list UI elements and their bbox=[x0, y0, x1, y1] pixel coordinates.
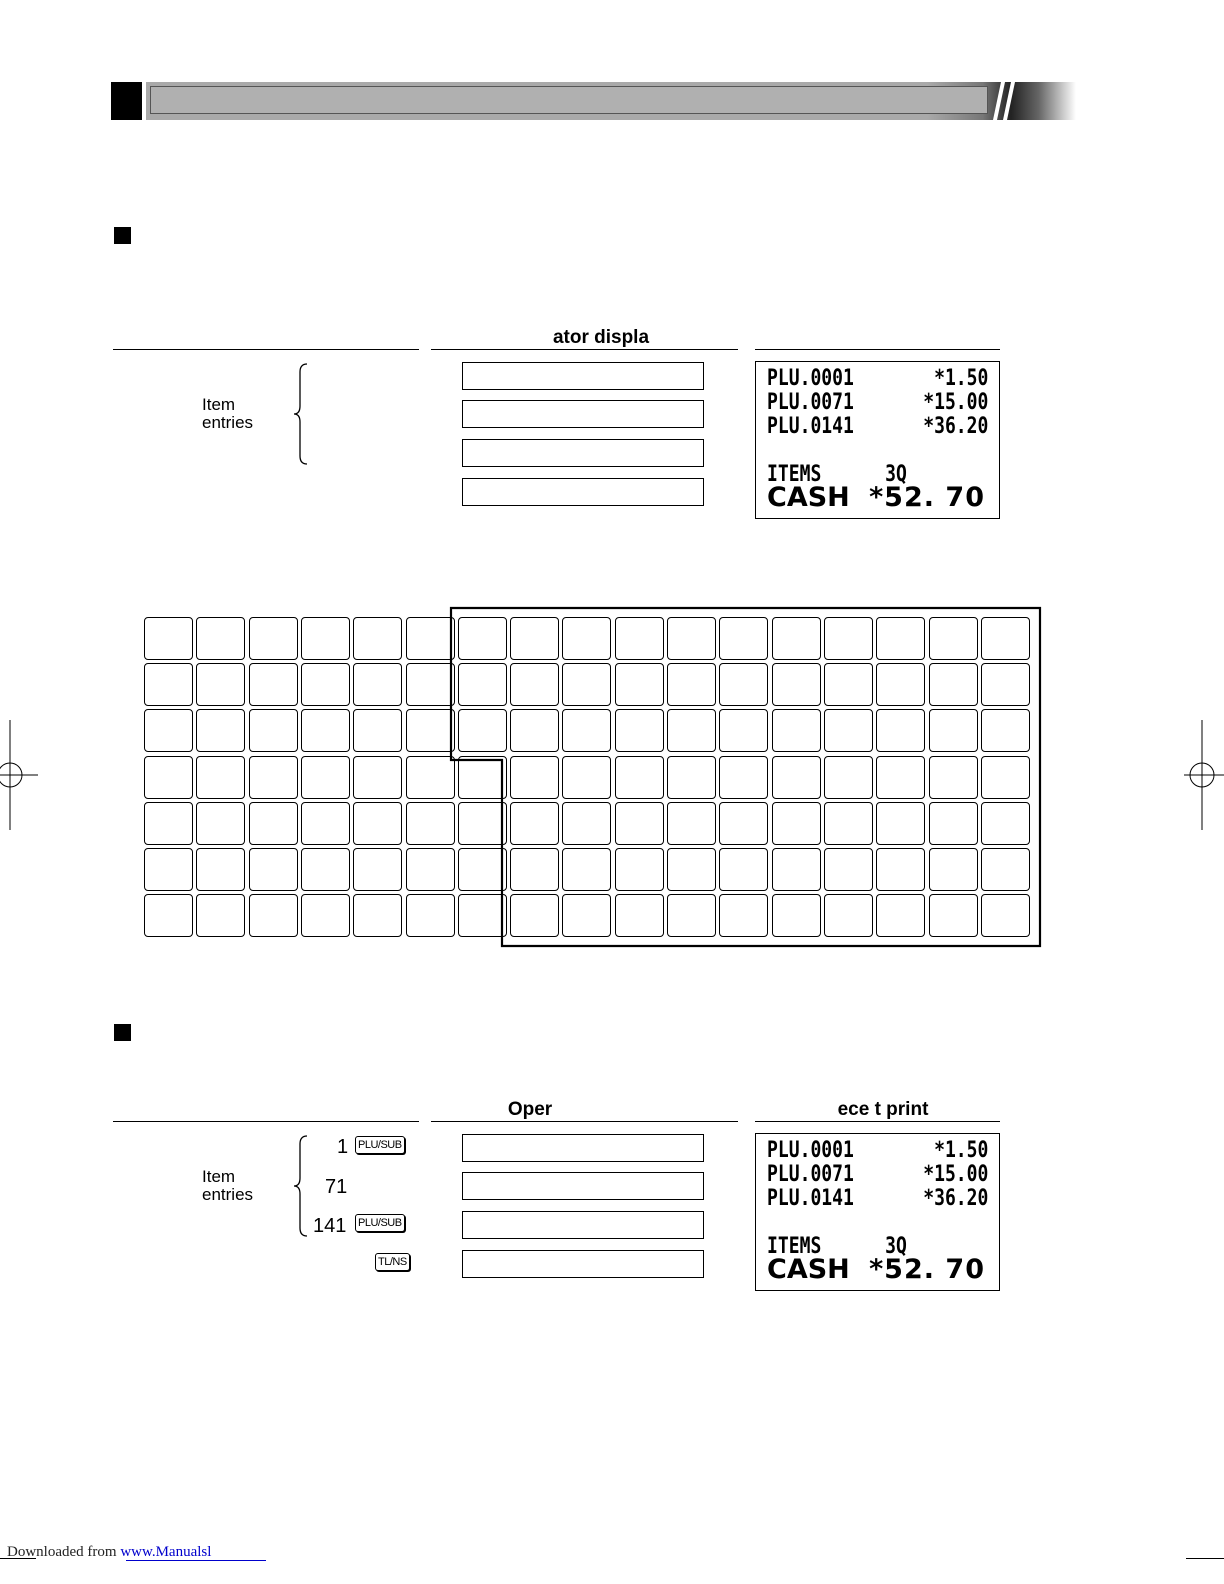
receipt-print-lower bbox=[755, 1133, 1000, 1291]
item-entries-label: Item entries bbox=[202, 1167, 254, 1204]
display-box bbox=[462, 1250, 704, 1278]
footer-link[interactable]: www.Manualsl bbox=[120, 1544, 212, 1560]
operator-display-heading: Oper bbox=[507, 1099, 553, 1120]
receipt-items-line: ITEMS 3Q bbox=[767, 462, 907, 487]
receipt-line: PLU.0141 *36.20 bbox=[767, 1186, 989, 1211]
footer-link-underline bbox=[126, 1560, 266, 1561]
receipt-cash-amount: *52. 70 bbox=[869, 1254, 985, 1285]
entry-number: 1 bbox=[337, 1136, 349, 1158]
entry-number: 141 bbox=[313, 1215, 347, 1237]
plu-sub-key: PLU/SUB bbox=[355, 1135, 405, 1154]
receipt-line: PLU.0001 *1.50 bbox=[767, 1138, 989, 1163]
receipt-line: PLU.0071 *15.00 bbox=[767, 390, 989, 415]
crop-mark-bottom-right bbox=[1186, 1558, 1224, 1559]
item-entries-brace bbox=[292, 1134, 312, 1238]
receipt-items-line: ITEMS 3Q bbox=[767, 1234, 907, 1259]
receipt-cash-amount: *52. 70 bbox=[869, 482, 985, 513]
download-footer: Downloaded from www.Manualsl bbox=[7, 1544, 212, 1560]
section-bullet-lower bbox=[114, 1024, 131, 1041]
tl-ns-key: TL/NS bbox=[375, 1252, 410, 1271]
print-rule bbox=[755, 1121, 1000, 1122]
item-entries-label: Item entries bbox=[202, 395, 254, 432]
crop-mark-left bbox=[0, 720, 40, 830]
receipt-line: PLU.0001 *1.50 bbox=[767, 366, 989, 391]
entry-number: 71 bbox=[325, 1176, 348, 1198]
display-rule bbox=[431, 1121, 738, 1122]
display-box bbox=[462, 1134, 704, 1162]
crop-mark-right bbox=[1184, 720, 1224, 830]
key-operation-rule bbox=[113, 1121, 419, 1122]
receipt-line: PLU.0141 *36.20 bbox=[767, 414, 989, 439]
operator-display-heading: ator displa bbox=[552, 327, 650, 348]
plu-sub-key: PLU/SUB bbox=[355, 1213, 405, 1232]
receipt-cash-label: CASH bbox=[767, 482, 850, 513]
display-box bbox=[462, 1172, 704, 1200]
receipt-print-heading: ece t print bbox=[837, 1099, 929, 1120]
receipt-cash-label: CASH bbox=[767, 1254, 850, 1285]
receipt-line: PLU.0071 *15.00 bbox=[767, 1162, 989, 1187]
display-box bbox=[462, 1211, 704, 1239]
